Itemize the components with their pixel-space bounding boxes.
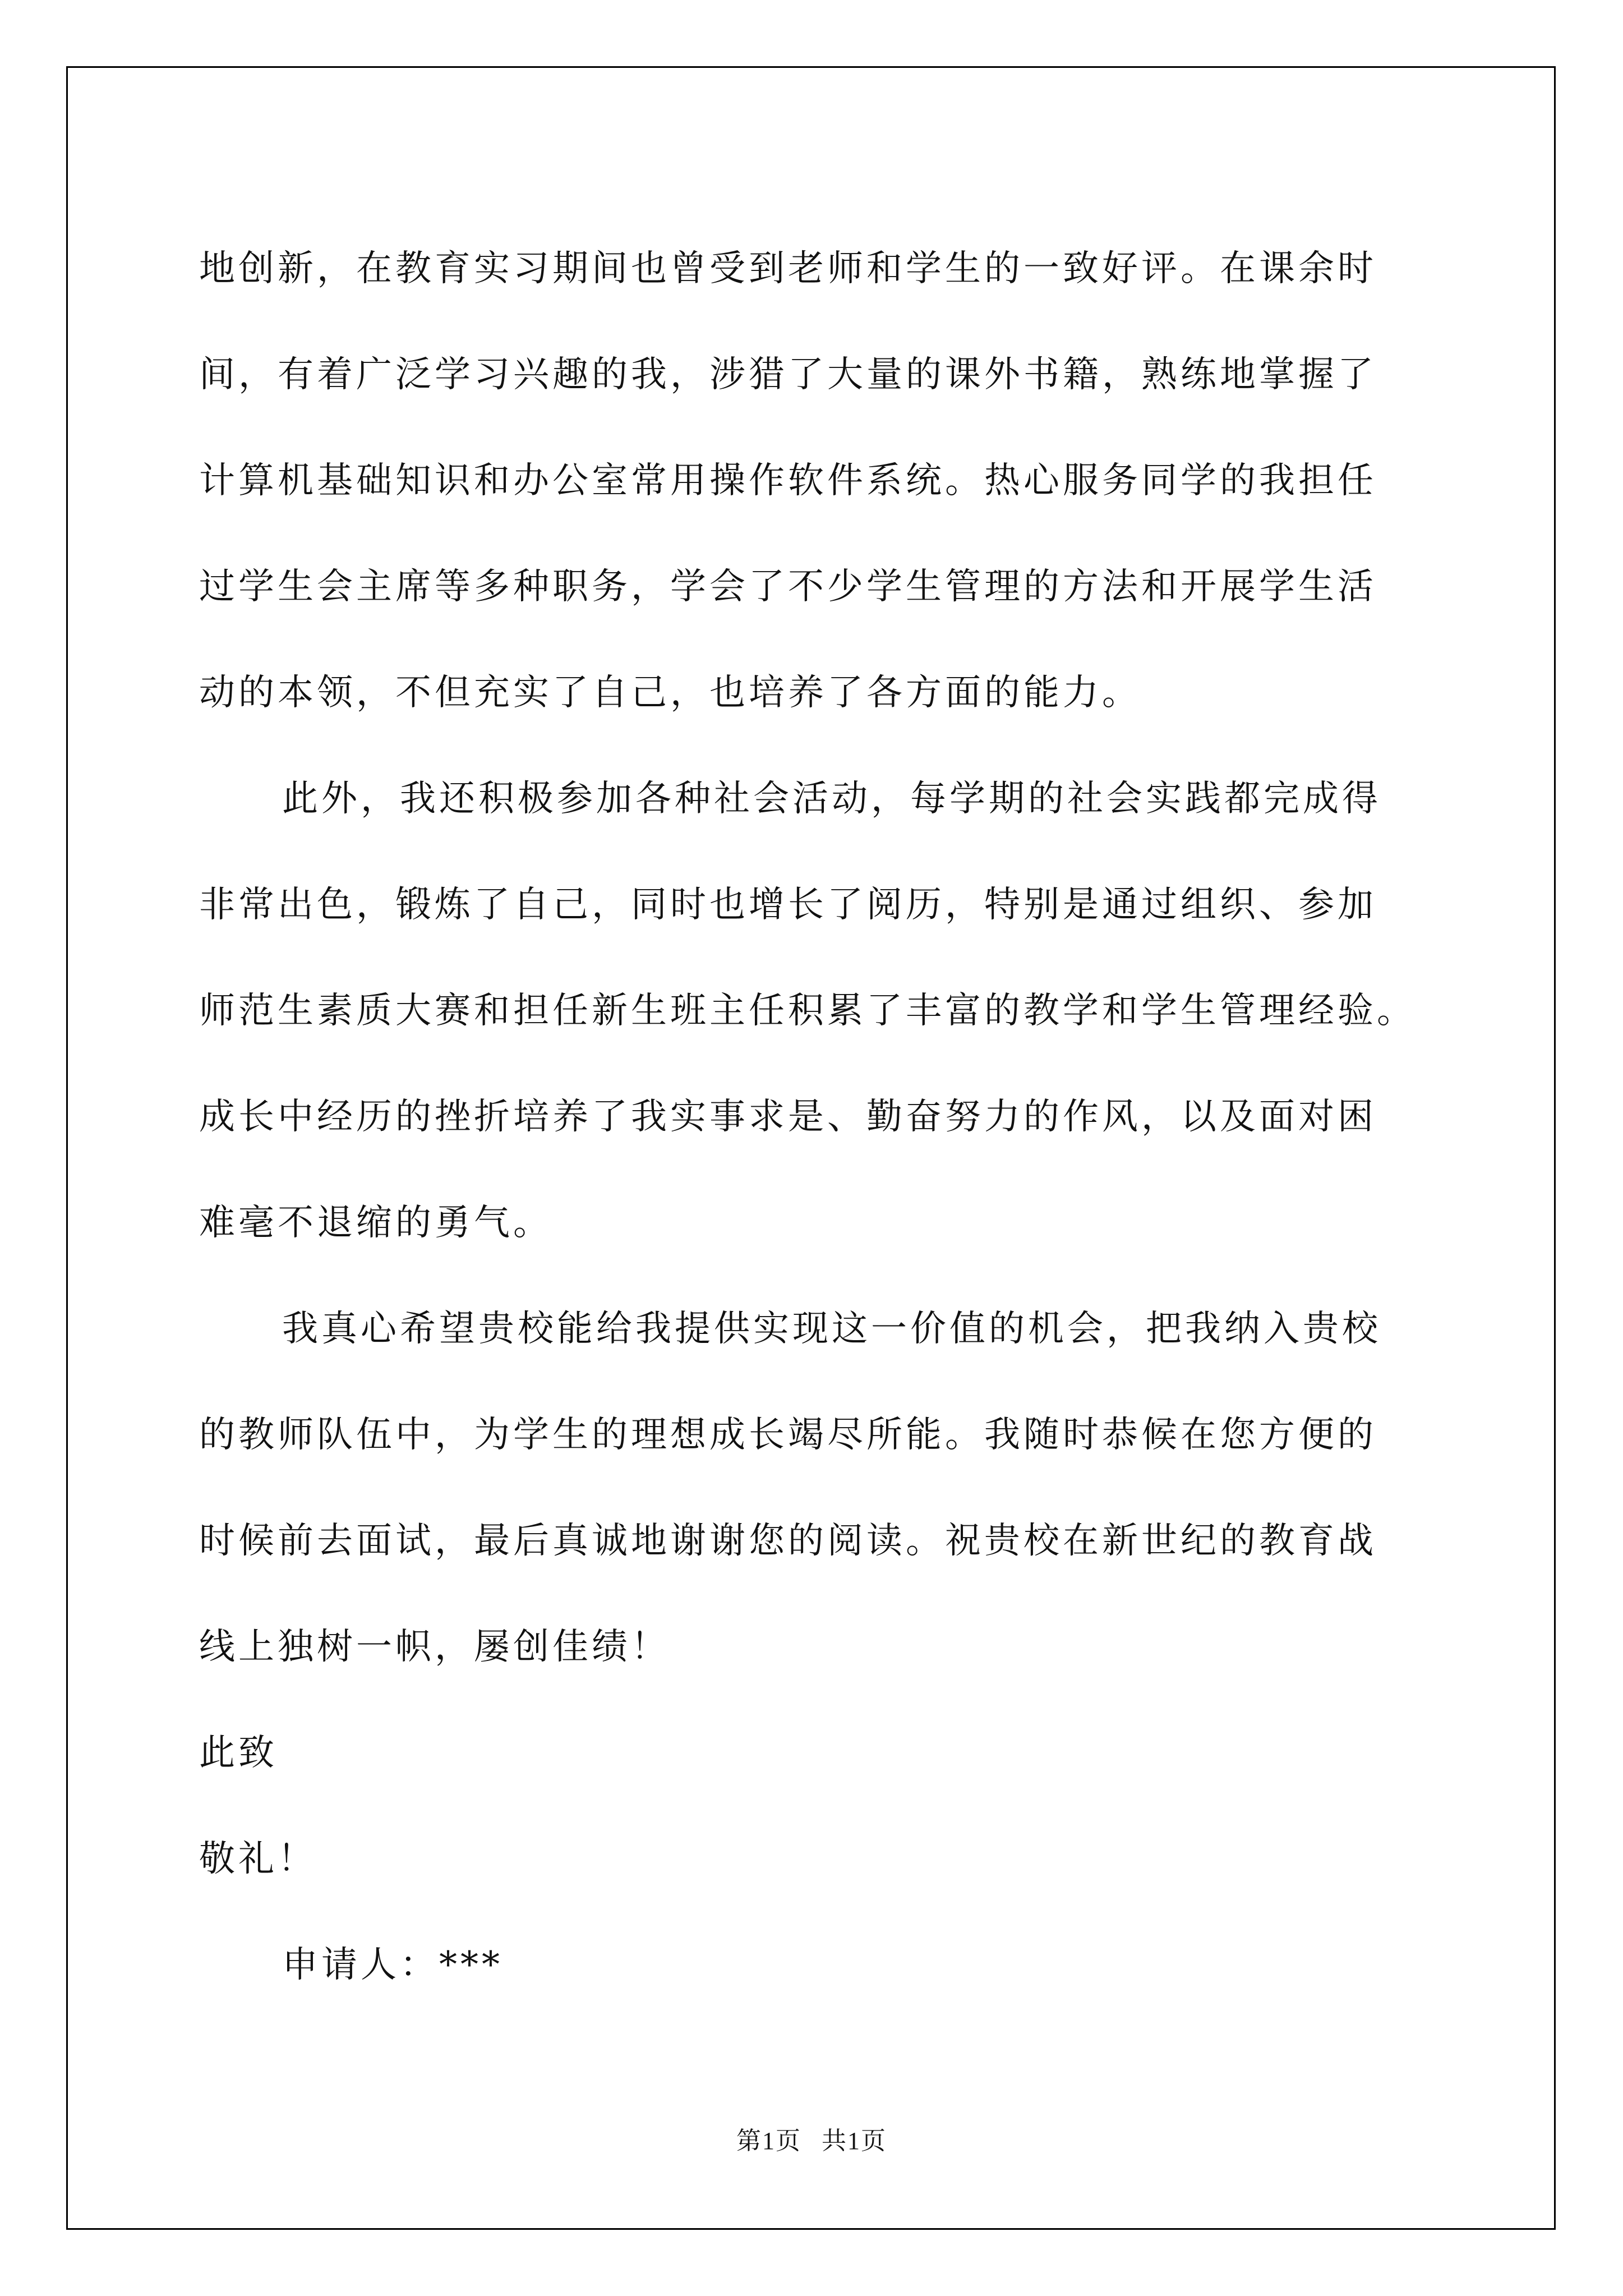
body-line: 地创新，在教育实习期间也曾受到老师和学生的一致好评。在课余时: [199, 248, 1377, 289]
page-total: 共1页: [822, 2127, 887, 2155]
signature-line: 申请人：***: [282, 1944, 503, 1986]
closing-line: 此致: [199, 1732, 278, 1774]
page-current: 第1页: [736, 2127, 801, 2155]
body-line: 的教师队伍中，为学生的理想成长竭尽所能。我随时恭候在您方便的: [199, 1414, 1377, 1456]
body-line: 时候前去面试，最后真诚地谢谢您的阅读。祝贵校在新世纪的教育战: [199, 1520, 1377, 1562]
body-line: 成长中经历的挫折培养了我实事求是、勤奋努力的作风，以及面对困: [199, 1096, 1377, 1138]
body-line: 师范生素质大赛和担任新生班主任积累了丰富的教学和学生管理经验。: [199, 990, 1416, 1032]
body-line: 计算机基础知识和办公室常用操作软件系统。热心服务同学的我担任: [199, 460, 1377, 501]
body-line: 我真心希望贵校能给我提供实现这一价值的机会，把我纳入贵校: [282, 1308, 1381, 1350]
page-footer: [0, 2120, 1623, 2156]
body-line: 难毫不退缩的勇气。: [199, 1202, 552, 1244]
body-line: 此外，我还积极参加各种社会活动，每学期的社会实践都完成得: [282, 778, 1381, 820]
salutation-line: 敬礼！: [199, 1838, 317, 1880]
body-line: 非常出色，锻炼了自己，同时也增长了阅历，特别是通过组织、参加: [199, 884, 1377, 926]
body-line: 间，有着广泛学习兴趣的我，涉猎了大量的课外书籍，熟练地掌握了: [199, 354, 1377, 395]
body-line: 动的本领，不但充实了自己，也培养了各方面的能力。: [199, 672, 1141, 714]
body-line: 线上独树一帜，屡创佳绩！: [199, 1626, 670, 1668]
letter-body: [199, 216, 1489, 2018]
body-line: 过学生会主席等多种职务，学会了不少学生管理的方法和开展学生活: [199, 566, 1377, 608]
